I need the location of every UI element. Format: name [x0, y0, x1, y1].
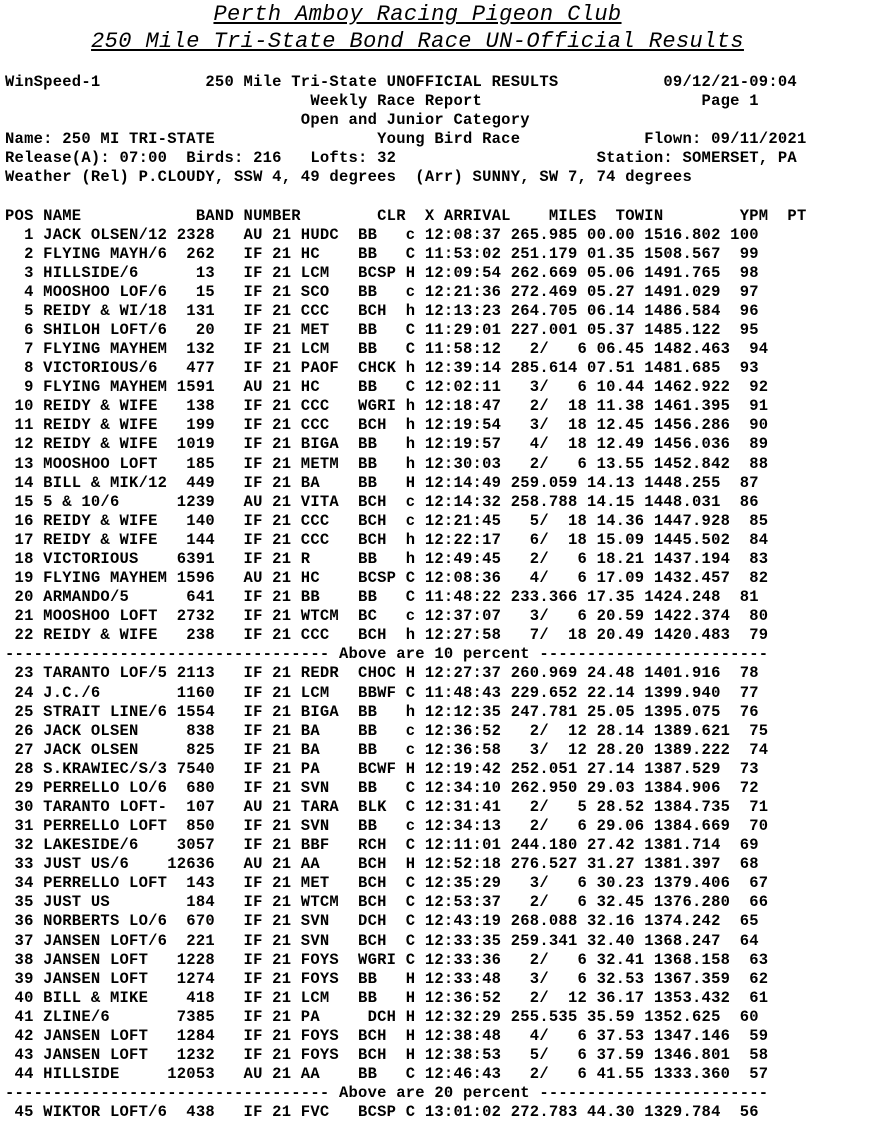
report-header-line: Weekly Race Report Page 1	[5, 92, 759, 111]
result-row: 18 VICTORIOUS 6391 IF 21 R BB h 12:49:45 2/ 6 18.21 1437.194 83	[5, 549, 769, 568]
result-row: 5 REIDY & WI/18 131 IF 21 CCC BCH h 12:13:23 264.705 06.14 1486.584 96	[5, 301, 759, 320]
result-row: 20 ARMANDO/5 641 IF 21 BB BB C 11:48:22 233.366 17.35 1424.248 81	[5, 588, 759, 607]
result-row: 4 MOOSHOO LOF/6 15 IF 21 SCO BB c 12:21:36 272.469 05.27 1491.029 97	[5, 282, 759, 301]
result-row: 45 WIKTOR LOFT/6 438 IF 21 FVC BCSP C 13:01:02 272.783 44.30 1329.784 56	[5, 1103, 759, 1122]
report-header-line: Name: 250 MI TRI-STATE Young Bird Race Flown: 09/11/2021	[5, 130, 807, 149]
result-row: 10 REIDY & WIFE 138 IF 21 CCC WGRI h 12:18:47 2/ 18 11.38 1461.395 91	[5, 397, 769, 416]
report-subtitle: 250 Mile Tri-State Bond Race UN-Official Results	[91, 29, 744, 54]
result-row: 13 MOOSHOO LOFT 185 IF 21 METM BB h 12:30:03 2/ 6 13.55 1452.842 88	[5, 454, 769, 473]
result-row: 17 REIDY & WIFE 144 IF 21 CCC BCH h 12:22:17 6/ 18 15.09 1445.502 84	[5, 530, 769, 549]
result-row: 41 ZLINE/6 7385 IF 21 PA DCH H 12:32:29 255.535 35.59 1352.625 60	[5, 1007, 759, 1026]
result-row: 36 NORBERTS LO/6 670 IF 21 SVN DCH C 12:43:19 268.088 32.16 1374.242 65	[5, 912, 759, 931]
results-report	[5, 73, 807, 1122]
result-row: 8 VICTORIOUS/6 477 IF 21 PAOF CHCK h 12:39:14 285.614 07.51 1481.685 93	[5, 359, 759, 378]
percent-divider: ---------------------------------- Above are 20 percent ------------------------	[5, 1084, 769, 1103]
result-row: 19 FLYING MAYHEM 1596 AU 21 HC BCSP C 12:08:36 4/ 6 17.09 1432.457 82	[5, 569, 769, 588]
result-row: 15 5 & 10/6 1239 AU 21 VITA BCH c 12:14:32 258.788 14.15 1448.031 86	[5, 492, 759, 511]
result-row: 1 JACK OLSEN/12 2328 AU 21 HUDC BB c 12:08:37 265.985 00.00 1516.802 100	[5, 225, 759, 244]
result-row: 14 BILL & MIK/12 449 IF 21 BA BB H 12:14:49 259.059 14.13 1448.255 87	[5, 473, 759, 492]
result-row: 16 REIDY & WIFE 140 IF 21 CCC BCH c 12:21:45 5/ 18 14.36 1447.928 85	[5, 511, 769, 530]
result-row: 43 JANSEN LOFT 1232 IF 21 FOYS BCH H 12:38:53 5/ 6 37.59 1346.801 58	[5, 1045, 769, 1064]
result-row: 35 JUST US 184 IF 21 WTCM BCH C 12:53:37 2/ 6 32.45 1376.280 66	[5, 893, 769, 912]
result-row: 9 FLYING MAYHEM 1591 AU 21 HC BB C 12:02:11 3/ 6 10.44 1462.922 92	[5, 378, 769, 397]
report-header-line: Release(A): 07:00 Birds: 216 Lofts: 32 Station: SOMERSET, PA	[5, 149, 797, 168]
result-row: 25 STRAIT LINE/6 1554 IF 21 BIGA BB h 12:12:35 247.781 25.05 1395.075 76	[5, 702, 759, 721]
result-row: 38 JANSEN LOFT 1228 IF 21 FOYS WGRI C 12:33:36 2/ 6 32.41 1368.158 63	[5, 950, 769, 969]
result-row: 26 JACK OLSEN 838 IF 21 BA BB c 12:36:52 2/ 12 28.14 1389.621 75	[5, 721, 769, 740]
result-row: 12 REIDY & WIFE 1019 IF 21 BIGA BB h 12:19:57 4/ 18 12.49 1456.036 89	[5, 435, 769, 454]
result-row: 2 FLYING MAYH/6 262 IF 21 HC BB C 11:53:02 251.179 01.35 1508.567 99	[5, 244, 759, 263]
report-header-line	[5, 187, 807, 206]
result-row: 37 JANSEN LOFT/6 221 IF 21 SVN BCH C 12:33:35 259.341 32.40 1368.247 64	[5, 931, 759, 950]
percent-divider: ---------------------------------- Above are 10 percent ------------------------	[5, 645, 769, 664]
result-row: 40 BILL & MIKE 418 IF 21 LCM BB H 12:36:52 2/ 12 36.17 1353.432 61	[5, 988, 769, 1007]
result-row: 21 MOOSHOO LOFT 2732 IF 21 WTCM BC c 12:37:07 3/ 6 20.59 1422.374 80	[5, 607, 769, 626]
report-header-line: WinSpeed-1 250 Mile Tri-State UNOFFICIAL RESULTS 09/12/21-09:04	[5, 73, 797, 91]
column-header-row: POS NAME BAND NUMBER CLR X ARRIVAL MILES TOWIN YPM PT	[5, 206, 807, 225]
result-row: 30 TARANTO LOFT- 107 AU 21 TARA BLK C 12:31:41 2/ 5 28.52 1384.735 71	[5, 797, 769, 816]
result-row: 6 SHILOH LOFT/6 20 IF 21 MET BB C 11:29:01 227.001 05.37 1485.122 95	[5, 321, 759, 340]
report-header-line: Open and Junior Category	[5, 111, 530, 130]
result-row: 33 JUST US/6 12636 AU 21 AA BCH H 12:52:18 276.527 31.27 1381.397 68	[5, 855, 759, 874]
result-row: 32 LAKESIDE/6 3057 IF 21 BBF RCH C 12:11:01 244.180 27.42 1381.714 69	[5, 836, 759, 855]
result-row: 7 FLYING MAYHEM 132 IF 21 LCM BB C 11:58:12 2/ 6 06.45 1482.463 94	[5, 340, 769, 359]
result-row: 22 REIDY & WIFE 238 IF 21 CCC BCH h 12:27:58 7/ 18 20.49 1420.483 79	[5, 626, 769, 645]
result-row: 3 HILLSIDE/6 13 IF 21 LCM BCSP H 12:09:54 262.669 05.06 1491.765 98	[5, 263, 759, 282]
result-row: 42 JANSEN LOFT 1284 IF 21 FOYS BCH H 12:38:48 4/ 6 37.53 1347.146 59	[5, 1026, 769, 1045]
result-row: 29 PERRELLO LO/6 680 IF 21 SVN BB C 12:34:10 262.950 29.03 1384.906 72	[5, 778, 759, 797]
result-row: 34 PERRELLO LOFT 143 IF 21 MET BCH C 12:35:29 3/ 6 30.23 1379.406 67	[5, 874, 769, 893]
result-row: 39 JANSEN LOFT 1274 IF 21 FOYS BB H 12:33:48 3/ 6 32.53 1367.359 62	[5, 969, 769, 988]
result-row: 27 JACK OLSEN 825 IF 21 BA BB c 12:36:58 3/ 12 28.20 1389.222 74	[5, 740, 769, 759]
result-row: 11 REIDY & WIFE 199 IF 21 CCC BCH h 12:19:54 3/ 18 12.45 1456.286 90	[5, 416, 769, 435]
report-title: Perth Amboy Racing Pigeon Club	[213, 2, 622, 27]
result-row: 44 HILLSIDE 12053 AU 21 AA BB C 12:46:43 2/ 6 41.55 1333.360 57	[5, 1065, 769, 1084]
result-row: 28 S.KRAWIEC/S/3 7540 IF 21 PA BCWF H 12:19:42 252.051 27.14 1387.529 73	[5, 759, 759, 778]
report-header-line: Weather (Rel) P.CLOUDY, SSW 4, 49 degrees (Arr) SUNNY, SW 7, 74 degrees	[5, 168, 692, 187]
result-row: 23 TARANTO LOF/5 2113 IF 21 REDR CHOC H 12:27:37 260.969 24.48 1401.916 78	[5, 664, 759, 683]
result-row: 24 J.C./6 1160 IF 21 LCM BBWF C 11:48:43 229.652 22.14 1399.940 77	[5, 683, 759, 702]
result-row: 31 PERRELLO LOFT 850 IF 21 SVN BB c 12:34:13 2/ 6 29.06 1384.669 70	[5, 817, 769, 836]
